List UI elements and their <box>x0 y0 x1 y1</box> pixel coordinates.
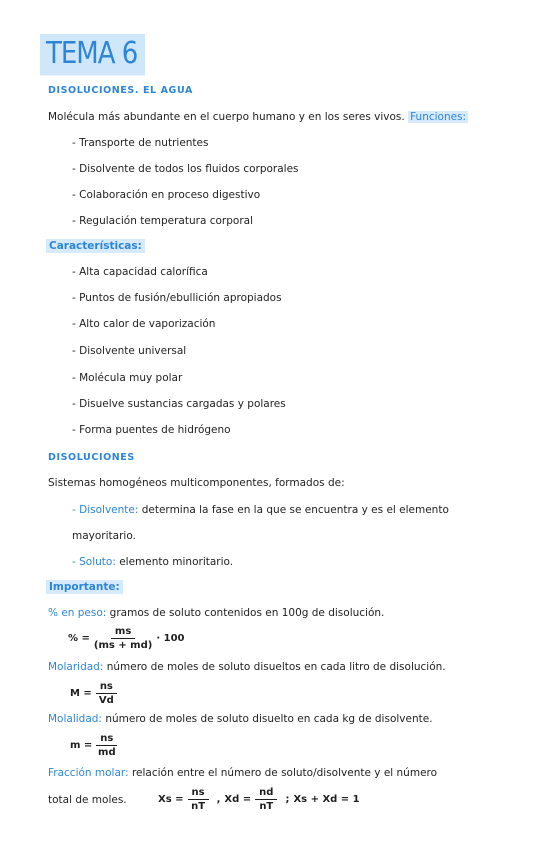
caracteristicas-label: Características: <box>46 239 145 253</box>
list-item: - Colaboración en proceso digestivo <box>72 189 261 201</box>
soluto-text: elemento minoritario. <box>119 556 234 568</box>
molaridad-text: número de moles de soluto disueltos en cada litro de disolución. <box>106 661 446 673</box>
soluto-line <box>72 556 233 568</box>
molalidad-label: Molalidad: <box>48 713 102 725</box>
formula-sum: Xs + Xd = 1 <box>293 794 360 805</box>
intro-text: Molécula más abundante en el cuerpo humano y en los seres vivos. <box>48 111 405 123</box>
denominator: nT <box>191 801 206 812</box>
section-heading-disoluciones-agua: DISOLUCIONES. EL AGUA <box>48 85 193 96</box>
disolvente-line <box>72 504 449 516</box>
fraccion-label: Fracción molar: <box>48 767 129 779</box>
list-item: - Disuelve sustancias cargadas y polares <box>72 398 286 410</box>
formula-tail: · 100 <box>156 633 185 644</box>
numerator: ns <box>96 681 117 694</box>
list-item: - Molécula muy polar <box>72 372 183 384</box>
fraction <box>255 787 277 812</box>
formula-molaridad <box>70 681 121 706</box>
intro-line <box>48 111 468 123</box>
molaridad-label: Molaridad: <box>48 661 104 673</box>
disolvente-cont: mayoritario. <box>72 530 136 542</box>
peso-line <box>48 607 384 619</box>
fraccion-text: relación entre el número de soluto/disolvente y el número <box>131 767 438 779</box>
denominator: Vd <box>98 695 114 706</box>
formula-lhs: Xs = <box>158 794 184 805</box>
peso-text: gramos de soluto contenidos en 100g de disolución. <box>109 607 385 619</box>
disoluciones-intro: Sistemas homogéneos multicomponentes, formados de: <box>48 477 345 489</box>
list-item: - Puntos de fusión/ebullición apropiados <box>72 292 282 304</box>
formula-lhs: Xd = <box>224 794 252 805</box>
fraction <box>188 787 209 812</box>
formula-lhs: M = <box>70 688 92 699</box>
list-item: - Forma puentes de hidrógeno <box>72 424 231 436</box>
list-item: - Alto calor de vaporización <box>72 318 216 330</box>
list-item: - Disolvente universal <box>72 345 187 357</box>
soluto-label: - Soluto: <box>72 556 116 568</box>
fraccion-cont: total de moles. <box>48 794 127 806</box>
list-item: - Transporte de nutrientes <box>72 137 209 149</box>
numerator: ns <box>188 787 209 800</box>
molaridad-line <box>48 661 446 673</box>
page-title: TEMA 6 <box>40 34 145 75</box>
importante-label: Importante: <box>46 580 123 594</box>
section-heading-disoluciones: DISOLUCIONES <box>48 452 135 463</box>
disolvente-text: determina la fase en la que se encuentra y es el elemento <box>141 504 449 516</box>
formula-lhs: m = <box>70 740 93 751</box>
separator: ; <box>285 794 290 805</box>
list-item: - Disolvente de todos los fluidos corporales <box>72 163 299 175</box>
denominator: md <box>98 747 116 758</box>
funciones-label: Funciones: <box>410 111 467 123</box>
peso-label: % en peso: <box>48 607 107 619</box>
numerator: ns <box>96 733 117 746</box>
molalidad-line <box>48 713 433 725</box>
disolvente-label: - Disolvente: <box>72 504 139 516</box>
molalidad-text: número de moles de soluto disuelto en cada kg de disolvente. <box>105 713 433 725</box>
denominator: nT <box>259 801 274 812</box>
numerator: nd <box>255 787 277 800</box>
denominator: (ms + md) <box>93 640 153 651</box>
formula-fraccion-molar <box>158 787 360 812</box>
fraccion-line <box>48 767 437 779</box>
fraction <box>96 681 117 706</box>
list-item: - Alta capacidad calorífica <box>72 266 208 278</box>
formula-lhs: % = <box>68 633 90 644</box>
formula-molalidad <box>70 733 121 758</box>
numerator: ms <box>111 626 135 639</box>
formula-peso <box>68 626 184 651</box>
separator: , <box>216 794 221 805</box>
fraction <box>96 733 117 758</box>
list-item: - Regulación temperatura corporal <box>72 215 254 227</box>
fraction <box>94 626 152 651</box>
